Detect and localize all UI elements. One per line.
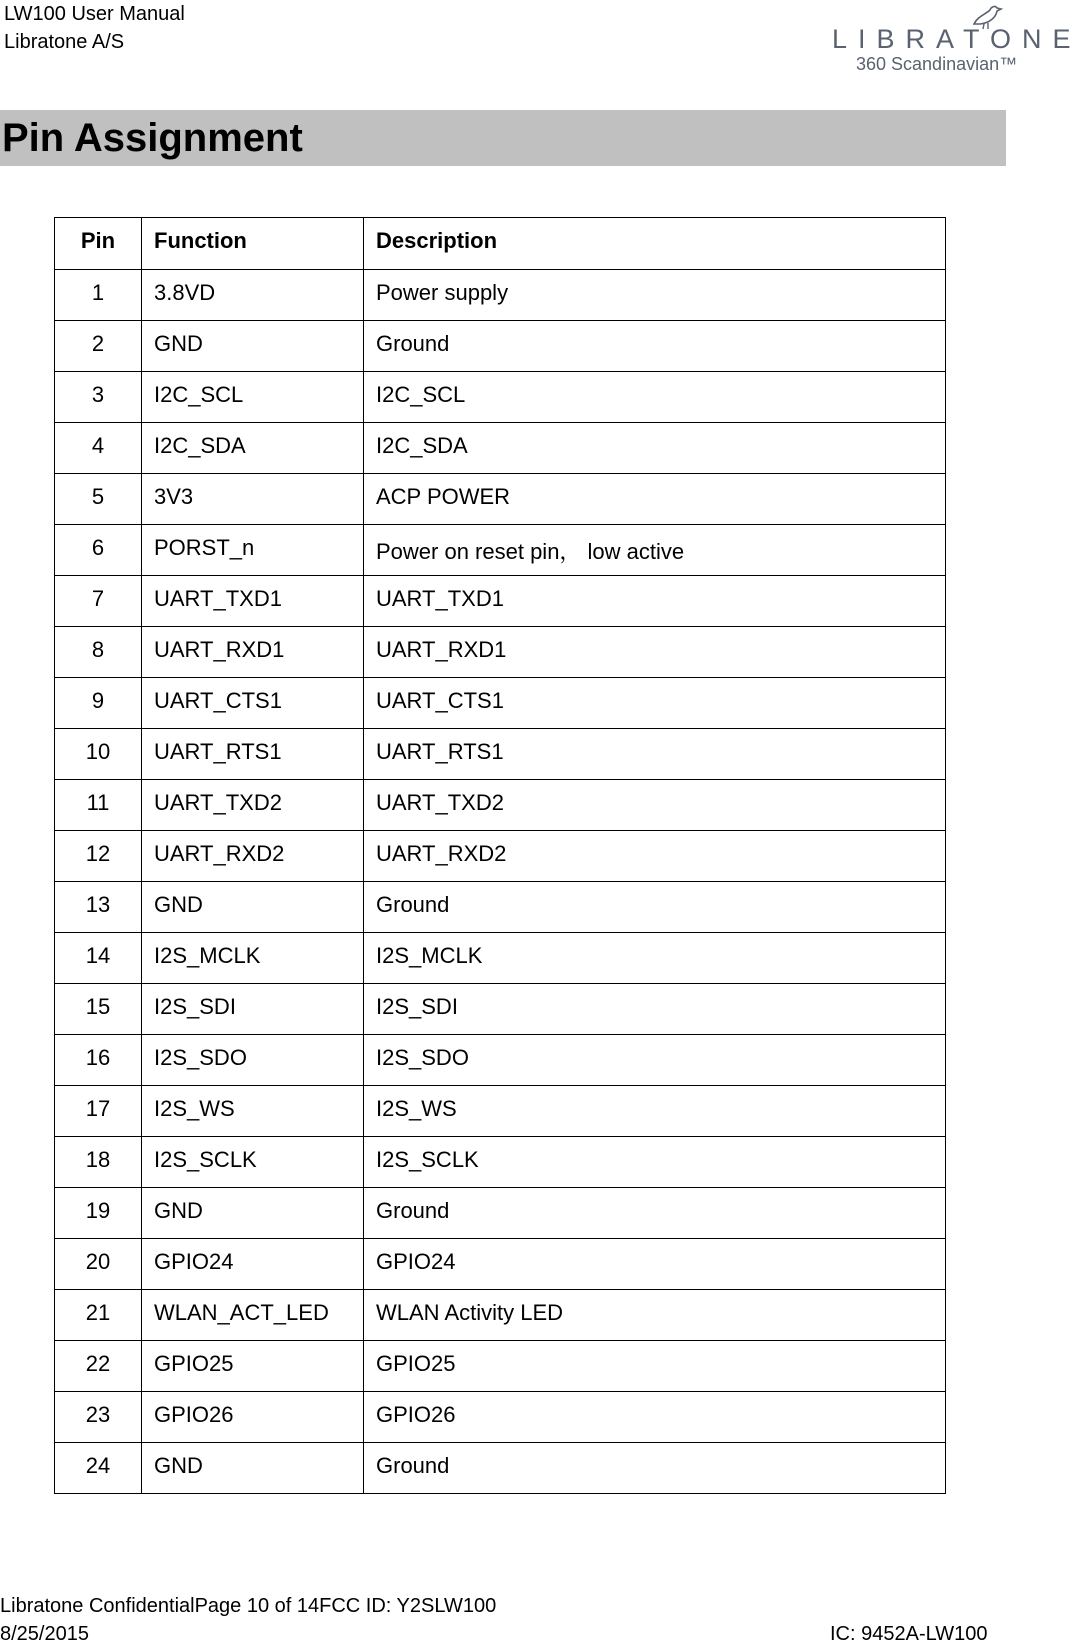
pin-cell: 5 bbox=[55, 474, 142, 525]
footer-confidential: Libratone ConfidentialPage 10 of 14FCC ID: Y2SLW100 bbox=[0, 1595, 497, 1617]
function-cell: UART_RXD2 bbox=[142, 831, 364, 882]
header-function: Function bbox=[142, 218, 364, 270]
table-row bbox=[55, 1392, 946, 1443]
function-cell: I2C_SCL bbox=[142, 372, 364, 423]
logo-tagline: 360 Scandinavian™ bbox=[856, 54, 1018, 74]
pin-cell: 2 bbox=[55, 321, 142, 372]
description-cell: UART_RXD1 bbox=[364, 627, 946, 678]
description-cell: Ground bbox=[364, 1188, 946, 1239]
table-row bbox=[55, 984, 946, 1035]
description-cell: UART_TXD2 bbox=[364, 780, 946, 831]
description-cell: UART_CTS1 bbox=[364, 678, 946, 729]
table-row bbox=[55, 576, 946, 627]
description-cell: UART_RTS1 bbox=[364, 729, 946, 780]
description-cell: I2S_MCLK bbox=[364, 933, 946, 984]
table-row bbox=[55, 933, 946, 984]
description-cell: I2S_SDI bbox=[364, 984, 946, 1035]
footer-date: 8/25/2015 bbox=[0, 1623, 89, 1645]
table-row bbox=[55, 423, 946, 474]
table-row bbox=[55, 1086, 946, 1137]
pin-cell: 18 bbox=[55, 1137, 142, 1188]
table-row bbox=[55, 321, 946, 372]
function-cell: UART_RXD1 bbox=[142, 627, 364, 678]
description-cell: WLAN Activity LED bbox=[364, 1290, 946, 1341]
page-header bbox=[4, 0, 185, 56]
table-row bbox=[55, 1443, 946, 1494]
pin-cell: 14 bbox=[55, 933, 142, 984]
section-heading-bar bbox=[0, 110, 1006, 166]
description-cell: Power supply bbox=[364, 270, 946, 321]
table-row bbox=[55, 882, 946, 933]
description-cell: I2C_SDA bbox=[364, 423, 946, 474]
description-cell: UART_RXD2 bbox=[364, 831, 946, 882]
table-row bbox=[55, 1290, 946, 1341]
description-cell: GPIO26 bbox=[364, 1392, 946, 1443]
function-cell: I2S_SCLK bbox=[142, 1137, 364, 1188]
pin-cell: 15 bbox=[55, 984, 142, 1035]
function-cell: I2S_SDI bbox=[142, 984, 364, 1035]
function-cell: GPIO26 bbox=[142, 1392, 364, 1443]
description-cell: Ground bbox=[364, 321, 946, 372]
description-cell: I2S_SDO bbox=[364, 1035, 946, 1086]
table-row bbox=[55, 1137, 946, 1188]
pin-cell: 7 bbox=[55, 576, 142, 627]
function-cell: PORST_n bbox=[142, 525, 364, 576]
function-cell: WLAN_ACT_LED bbox=[142, 1290, 364, 1341]
pin-cell: 24 bbox=[55, 1443, 142, 1494]
table-row bbox=[55, 780, 946, 831]
pin-assignment-table bbox=[54, 217, 946, 1494]
function-cell: UART_CTS1 bbox=[142, 678, 364, 729]
function-cell: I2S_MCLK bbox=[142, 933, 364, 984]
function-cell: GND bbox=[142, 1188, 364, 1239]
function-cell: UART_TXD2 bbox=[142, 780, 364, 831]
description-cell: Ground bbox=[364, 1443, 946, 1494]
pin-cell: 10 bbox=[55, 729, 142, 780]
table-row bbox=[55, 372, 946, 423]
function-cell: GPIO24 bbox=[142, 1239, 364, 1290]
table-header-row bbox=[55, 218, 946, 270]
pin-cell: 9 bbox=[55, 678, 142, 729]
function-cell: GND bbox=[142, 882, 364, 933]
company-name: Libratone A/S bbox=[4, 31, 125, 53]
doc-title: LW100 User Manual bbox=[4, 3, 185, 25]
table-row bbox=[55, 525, 946, 576]
pin-cell: 23 bbox=[55, 1392, 142, 1443]
pin-cell: 1 bbox=[55, 270, 142, 321]
table-row bbox=[55, 729, 946, 780]
table-row bbox=[55, 270, 946, 321]
pin-cell: 16 bbox=[55, 1035, 142, 1086]
table-row bbox=[55, 627, 946, 678]
description-cell: I2S_SCLK bbox=[364, 1137, 946, 1188]
table-body bbox=[55, 270, 946, 1494]
header-pin: Pin bbox=[55, 218, 142, 270]
pin-cell: 22 bbox=[55, 1341, 142, 1392]
function-cell: I2S_WS bbox=[142, 1086, 364, 1137]
pin-cell: 20 bbox=[55, 1239, 142, 1290]
function-cell: GND bbox=[142, 1443, 364, 1494]
section-title: Pin Assignment bbox=[2, 116, 303, 160]
description-cell: GPIO24 bbox=[364, 1239, 946, 1290]
table-row bbox=[55, 1341, 946, 1392]
description-cell: ACP POWER bbox=[364, 474, 946, 525]
table-row bbox=[55, 678, 946, 729]
pin-cell: 13 bbox=[55, 882, 142, 933]
description-cell: Power on reset pin， low active bbox=[364, 525, 946, 576]
description-cell: Ground bbox=[364, 882, 946, 933]
footer-ic: IC: 9452A-LW100 bbox=[830, 1623, 988, 1645]
function-cell: GPIO25 bbox=[142, 1341, 364, 1392]
pin-cell: 11 bbox=[55, 780, 142, 831]
function-cell: I2C_SDA bbox=[142, 423, 364, 474]
pin-cell: 4 bbox=[55, 423, 142, 474]
function-cell: UART_RTS1 bbox=[142, 729, 364, 780]
table-row bbox=[55, 1239, 946, 1290]
pin-cell: 3 bbox=[55, 372, 142, 423]
function-cell: UART_TXD1 bbox=[142, 576, 364, 627]
header-description: Description bbox=[364, 218, 946, 270]
description-cell: I2S_WS bbox=[364, 1086, 946, 1137]
pin-cell: 8 bbox=[55, 627, 142, 678]
table-row bbox=[55, 474, 946, 525]
table-row bbox=[55, 1035, 946, 1086]
function-cell: 3.8VD bbox=[142, 270, 364, 321]
table-row bbox=[55, 1188, 946, 1239]
table-row bbox=[55, 831, 946, 882]
pin-cell: 12 bbox=[55, 831, 142, 882]
pin-cell: 21 bbox=[55, 1290, 142, 1341]
libratone-logo bbox=[830, 2, 1082, 76]
description-cell: UART_TXD1 bbox=[364, 576, 946, 627]
function-cell: I2S_SDO bbox=[142, 1035, 364, 1086]
description-cell: GPIO25 bbox=[364, 1341, 946, 1392]
description-cell: I2C_SCL bbox=[364, 372, 946, 423]
pin-cell: 17 bbox=[55, 1086, 142, 1137]
logo-brand: LIBRATONE bbox=[832, 24, 1082, 54]
function-cell: GND bbox=[142, 321, 364, 372]
function-cell: 3V3 bbox=[142, 474, 364, 525]
pin-cell: 6 bbox=[55, 525, 142, 576]
pin-cell: 19 bbox=[55, 1188, 142, 1239]
